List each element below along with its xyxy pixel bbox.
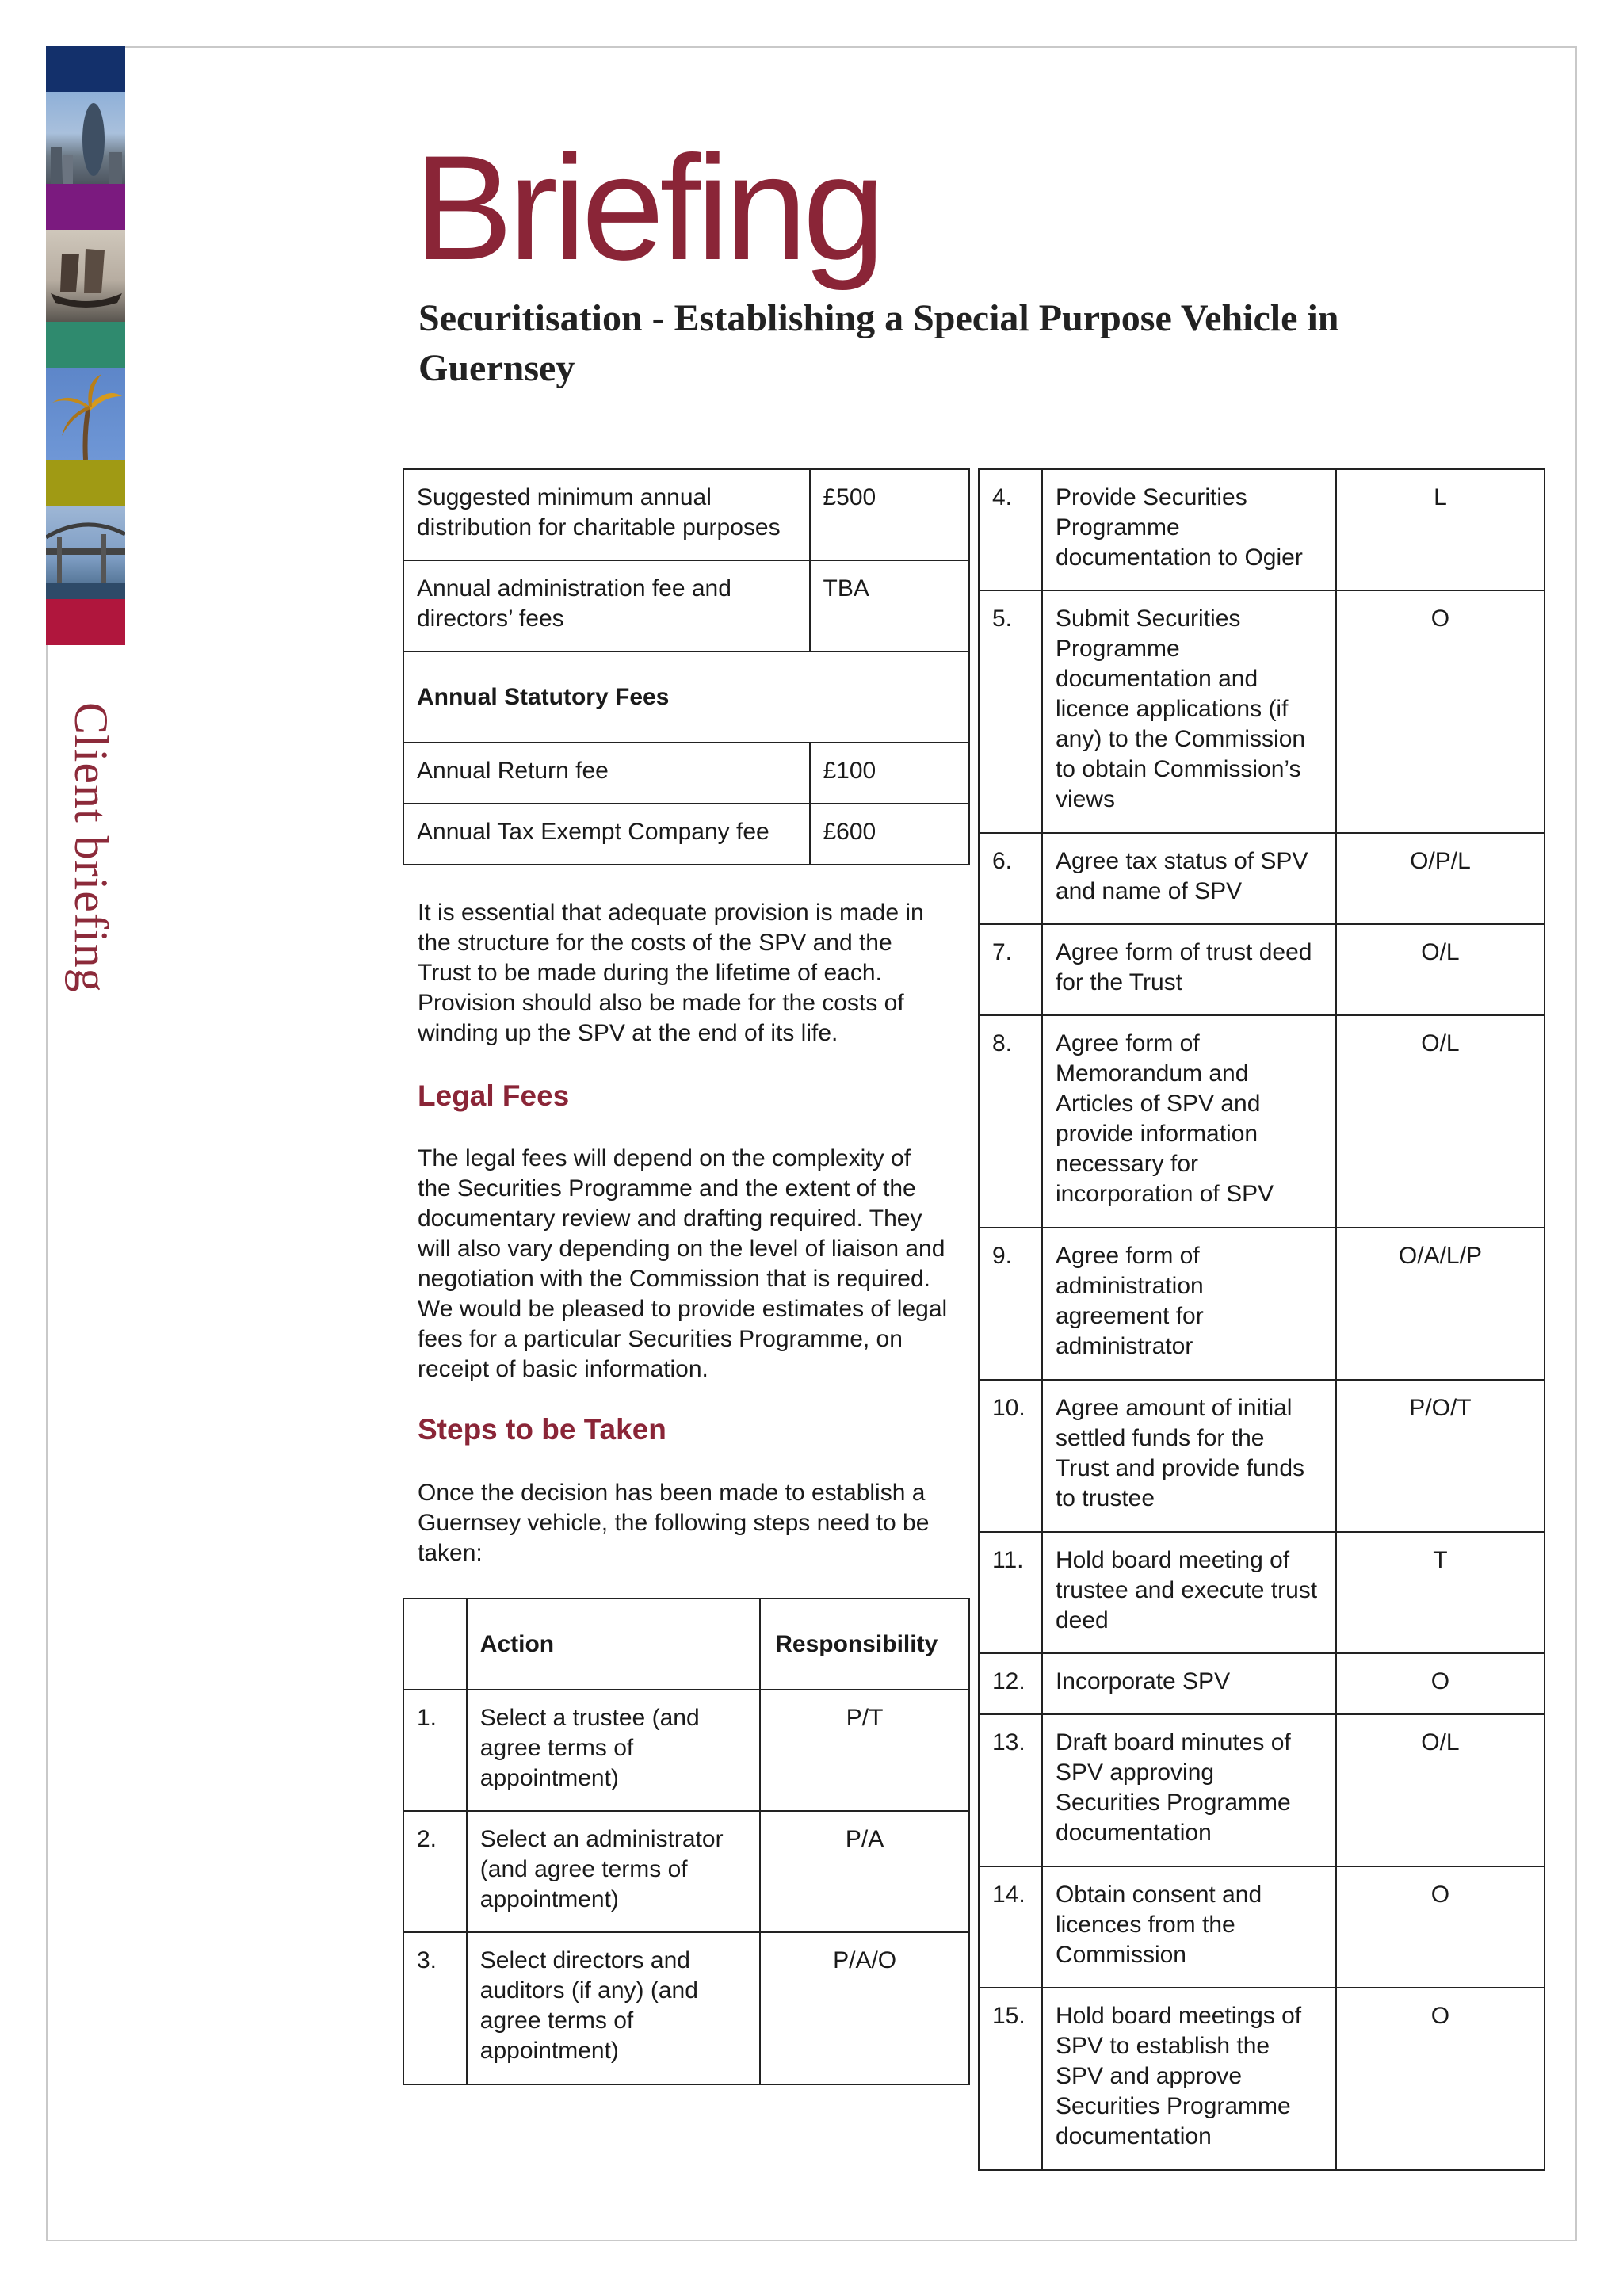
palm-tree-icon [46, 368, 125, 460]
statutory-fees-heading: Annual Statutory Fees [403, 651, 969, 743]
step-num: 12. [979, 1653, 1042, 1714]
stripe-palm-photo [46, 368, 125, 460]
fee-label: Annual Return fee [403, 743, 810, 804]
table-row [979, 1380, 1545, 1532]
step-responsibility: T [1336, 1532, 1545, 1653]
header-responsibility: Responsibility [760, 1599, 969, 1690]
stripe-olive-block [46, 460, 125, 506]
step-responsibility: O/L [1336, 1015, 1545, 1228]
step-responsibility: O/A/L/P [1336, 1228, 1545, 1380]
step-num: 3. [403, 1932, 467, 2084]
step-num: 7. [979, 924, 1042, 1015]
table-row [979, 1532, 1545, 1653]
table-row [979, 924, 1545, 1015]
table-row [979, 1714, 1545, 1866]
side-image-stripe [46, 46, 125, 645]
step-num: 15. [979, 1988, 1042, 2170]
provision-paragraph: It is essential that adequate provision is made in the structure for the costs of the SPV and the Trust to be made during the lifetime of each. Provision should also be made for the costs of winding up the SPV at the end of its life. [418, 900, 924, 1046]
step-responsibility: O/L [1336, 1714, 1545, 1866]
table-row [403, 743, 969, 804]
step-action: Draft board minutes of SPV approving Securities Programme documentation [1042, 1714, 1336, 1866]
side-label: Client briefing [65, 702, 117, 993]
fee-label: Annual Tax Exempt Company fee [403, 804, 810, 865]
table-row [979, 590, 1545, 833]
table-row [403, 560, 969, 651]
step-responsibility: L [1336, 469, 1545, 590]
step-action: Select directors and auditors (if any) (and agree terms of appointment) [467, 1932, 760, 2084]
step-action: Agree tax status of SPV and name of SPV [1042, 833, 1336, 924]
header-num [403, 1599, 467, 1690]
stripe-purple-block [46, 184, 125, 230]
step-num: 9. [979, 1228, 1042, 1380]
step-responsibility: O [1336, 1866, 1545, 1988]
step-action: Submit Securities Programme documentation and licence applications (if any) to the Commission to obtain Commission’s views [1042, 590, 1336, 833]
step-responsibility: P/A [760, 1811, 969, 1932]
steps-heading: Steps to be Taken [418, 1413, 666, 1446]
table-row [979, 1228, 1545, 1380]
step-action: Hold board meeting of trustee and execute trust deed [1042, 1532, 1336, 1653]
table-row [403, 651, 969, 743]
header-action: Action [467, 1599, 760, 1690]
step-num: 11. [979, 1532, 1042, 1653]
step-action: Agree form of trust deed for the Trust [1042, 924, 1336, 1015]
stripe-boat-photo [46, 230, 125, 322]
page-subtitle: Securitisation - Establishing a Special Purpose Vehicle in Guernsey [418, 297, 1339, 389]
step-action: Provide Securities Programme documentation to Ogier [1042, 469, 1336, 590]
fee-label: Annual administration fee and directors’ fees [403, 560, 810, 651]
legal-fees-heading: Legal Fees [418, 1079, 570, 1112]
step-responsibility: P/A/O [760, 1932, 969, 2084]
step-action: Select an administrator (and agree terms of appointment) [467, 1811, 760, 1932]
step-responsibility: O [1336, 1988, 1545, 2170]
table-row [403, 1690, 969, 1811]
table-row [403, 469, 969, 560]
step-responsibility: P/O/T [1336, 1380, 1545, 1532]
table-row [403, 1811, 969, 1932]
table-row [403, 804, 969, 865]
fee-value: £100 [810, 743, 970, 804]
step-action: Obtain consent and licences from the Commission [1042, 1866, 1336, 1988]
step-num: 8. [979, 1015, 1042, 1228]
step-action: Agree amount of initial settled funds for the Trust and provide funds to trustee [1042, 1380, 1336, 1532]
steps-table-right [978, 468, 1545, 2171]
step-num: 5. [979, 590, 1042, 833]
step-action: Incorporate SPV [1042, 1653, 1336, 1714]
step-num: 10. [979, 1380, 1042, 1532]
stripe-bridge-photo [46, 506, 125, 599]
table-header-row [403, 1599, 969, 1690]
step-num: 1. [403, 1690, 467, 1811]
step-action: Select a trustee (and agree terms of appointment) [467, 1690, 760, 1811]
step-num: 4. [979, 469, 1042, 590]
stripe-city-photo [46, 92, 125, 184]
table-row [979, 1015, 1545, 1228]
skyline-icon [46, 92, 125, 184]
stripe-crimson-block [46, 599, 125, 645]
table-row [979, 469, 1545, 590]
fees-table [403, 468, 970, 865]
step-responsibility: O/P/L [1336, 833, 1545, 924]
page-title: Briefing [414, 124, 881, 291]
step-num: 2. [403, 1811, 467, 1932]
step-num: 14. [979, 1866, 1042, 1988]
step-num: 6. [979, 833, 1042, 924]
boat-icon [46, 230, 125, 322]
fee-value: £500 [810, 469, 970, 560]
steps-intro: Once the decision has been made to establish a Guernsey vehicle, the following steps need to be taken: [418, 1480, 930, 1566]
stripe-green-block [46, 322, 125, 368]
step-responsibility: O [1336, 590, 1545, 833]
step-responsibility: O/L [1336, 924, 1545, 1015]
steps-table-left [403, 1598, 970, 2085]
bridge-icon [46, 506, 125, 599]
table-row [979, 833, 1545, 924]
table-row [979, 1988, 1545, 2170]
step-action: Agree form of administration agreement for administrator [1042, 1228, 1336, 1380]
fee-value: £600 [810, 804, 970, 865]
table-row [979, 1866, 1545, 1988]
table-row [979, 1653, 1545, 1714]
step-num: 13. [979, 1714, 1042, 1866]
step-action: Hold board meetings of SPV to establish the SPV and approve Securities Programme documentation [1042, 1988, 1336, 2170]
legal-fees-paragraph: The legal fees will depend on the complexity of the Securities Programme and the extent of the documentary review and drafting required. They will also vary depending on the level of liaison and negotiation with the Commission that is required. We would be pleased to provide estimates of legal fees for a particular Securities Programme, on receipt of basic information. [418, 1145, 948, 1382]
step-responsibility: O [1336, 1653, 1545, 1714]
fee-value: TBA [810, 560, 970, 651]
stripe-navy-block [46, 46, 125, 92]
table-row [403, 1932, 969, 2084]
step-responsibility: P/T [760, 1690, 969, 1811]
step-action: Agree form of Memorandum and Articles of SPV and provide information necessary for incorporation of SPV [1042, 1015, 1336, 1228]
fee-label: Suggested minimum annual distribution for charitable purposes [403, 469, 810, 560]
